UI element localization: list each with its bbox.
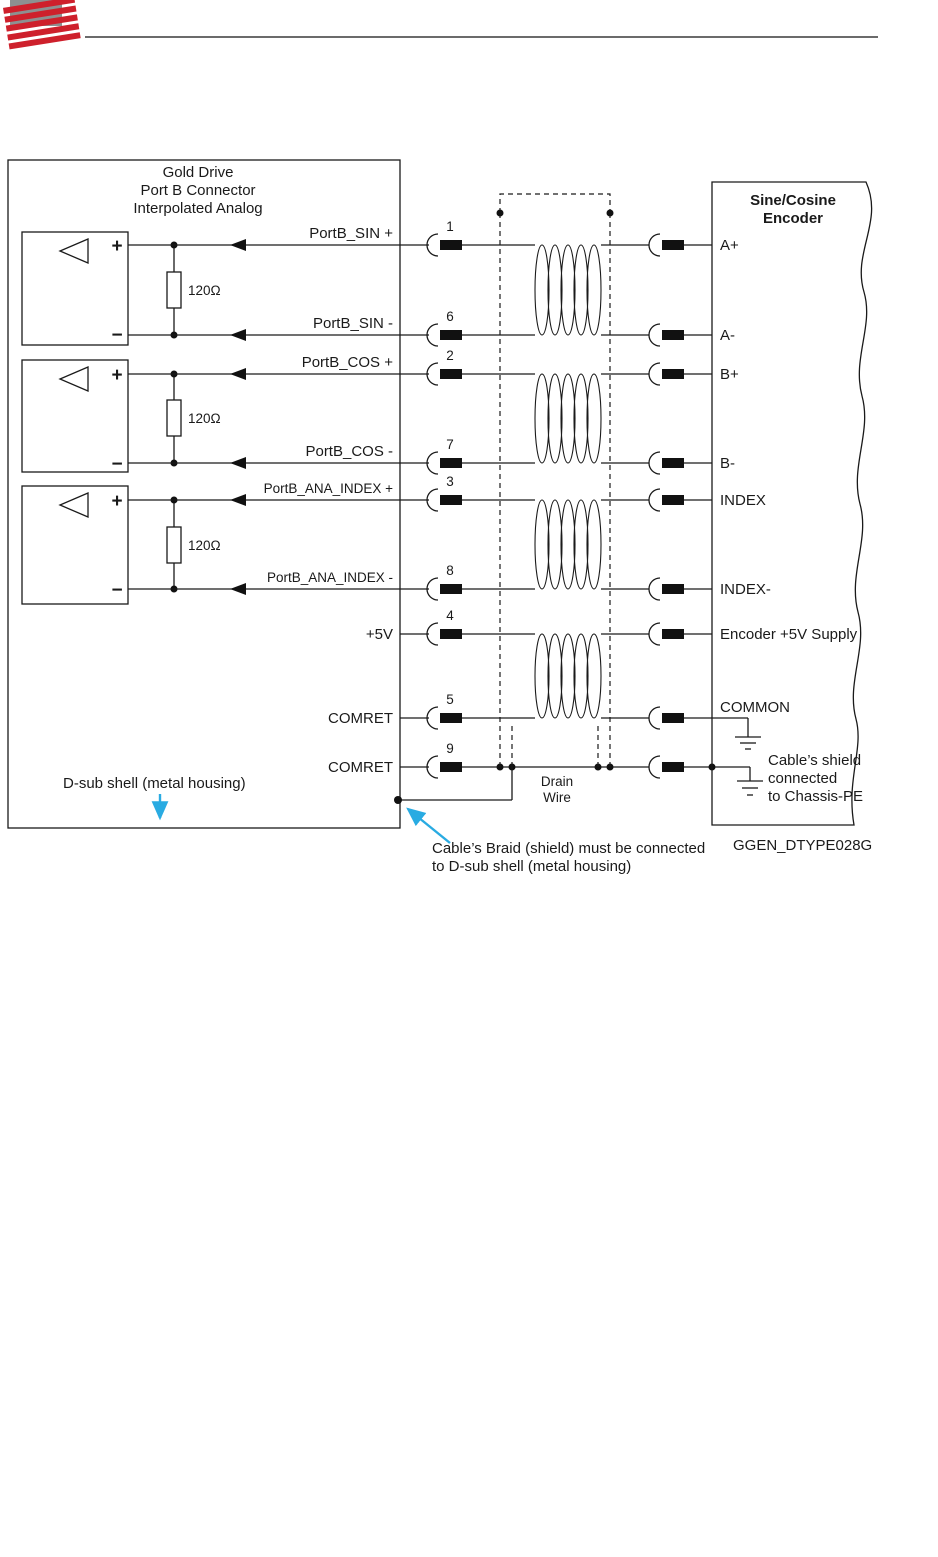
signal-label: COMRET — [328, 710, 393, 727]
termination-resistor — [167, 371, 221, 467]
drive-box-title: Interpolated Analog — [133, 200, 263, 217]
signal-label: +5V — [365, 626, 393, 643]
coil-loop — [574, 634, 588, 718]
termination-resistor — [167, 497, 221, 593]
dsub-pin-connector — [427, 623, 462, 645]
drain-wire-label: Wire — [543, 790, 571, 805]
plus-terminal: + — [111, 365, 123, 386]
encoder-signal-label: A- — [720, 327, 735, 344]
amplifier-symbol — [22, 232, 128, 346]
pin-number: 4 — [446, 608, 454, 623]
coil-loop — [587, 245, 601, 335]
dsub-pin-connector — [427, 756, 462, 778]
direction-arrow-icon — [230, 329, 246, 341]
resistor-label: 120Ω — [188, 283, 221, 298]
braid-note: to D-sub shell (metal housing) — [432, 858, 632, 875]
encoder-signal-label: B+ — [720, 366, 739, 383]
coil-loop — [574, 245, 588, 335]
encoder-pin-connector — [649, 234, 684, 256]
pin-number: 1 — [446, 219, 454, 234]
direction-arrow-icon — [230, 239, 246, 251]
signal-line-pin3 — [128, 474, 766, 511]
minus-terminal: − — [111, 580, 123, 601]
dsub-pin-connector — [427, 578, 462, 600]
minus-terminal: − — [111, 454, 123, 475]
signal-label: COMRET — [328, 759, 393, 776]
signal-line-pin5 — [328, 692, 790, 749]
coil-loop — [548, 634, 562, 718]
shield-note: to Chassis-PE — [768, 788, 864, 805]
signal-label: PortB_SIN - — [312, 315, 393, 332]
twisted-pair — [535, 500, 601, 589]
shield-note: Cable’s shield — [768, 752, 862, 769]
resistor-label: 120Ω — [188, 411, 221, 426]
pin-number: 5 — [446, 692, 454, 707]
braid-pointer-arrow — [408, 809, 450, 843]
pin-number: 9 — [446, 741, 454, 756]
plus-terminal: + — [111, 236, 123, 257]
triangle-icon — [60, 239, 88, 263]
coil-loop — [548, 374, 562, 463]
encoder-signal-label: B- — [720, 455, 735, 472]
resistor-label: 120Ω — [188, 538, 221, 553]
signal-line-pin7 — [128, 437, 735, 474]
dsub-shell-label: D-sub shell (metal housing) — [63, 775, 246, 792]
triangle-icon — [60, 367, 88, 391]
dsub-pin-connector — [427, 707, 462, 729]
encoder-pin-connector — [649, 363, 684, 385]
cable-shield-outline — [497, 194, 614, 767]
encoder-signal-label: A+ — [720, 237, 739, 254]
termination-resistor — [167, 242, 221, 339]
twisted-pair — [535, 245, 601, 335]
drive-box-title: Gold Drive — [162, 164, 234, 181]
encoder-pin-connector — [649, 707, 684, 729]
dsub-pin-connector — [427, 489, 462, 511]
encoder-box-title: Sine/Cosine — [750, 192, 836, 209]
figure-id: GGEN_DTYPE028G — [733, 837, 873, 854]
pin-number: 2 — [446, 348, 454, 363]
coil-loop — [587, 634, 601, 718]
dsub-pin-connector — [427, 452, 462, 474]
pin-number: 6 — [446, 309, 454, 324]
twisted-pair — [535, 634, 601, 718]
coil-loop — [535, 634, 549, 718]
minus-terminal: − — [111, 325, 123, 346]
shield-note: connected — [768, 770, 838, 787]
coil-loop — [574, 374, 588, 463]
signal-line-pin8 — [128, 563, 771, 600]
pin-number: 3 — [446, 474, 454, 489]
direction-arrow-icon — [230, 368, 246, 380]
signal-label: PortB_ANA_INDEX - — [266, 570, 393, 585]
coil-loop — [535, 374, 549, 463]
encoder-pin-connector — [649, 578, 684, 600]
dsub-pin-connector — [427, 234, 462, 256]
encoder-signal-label: COMMON — [720, 699, 790, 716]
encoder-signal-label: INDEX — [720, 492, 766, 509]
dsub-pin-connector — [427, 324, 462, 346]
company-logo-icon — [3, 0, 81, 49]
coil-loop — [548, 500, 562, 589]
signal-line-pin1 — [128, 219, 739, 256]
braid-connection — [394, 767, 512, 804]
direction-arrow-icon — [230, 494, 246, 506]
coil-loop — [561, 500, 575, 589]
ground-icon — [735, 718, 761, 749]
drive-box-title: Port B Connector — [140, 182, 256, 199]
encoder-pin-connector — [649, 452, 684, 474]
signal-label: PortB_COS - — [305, 443, 393, 460]
amplifier-symbol — [22, 486, 128, 604]
coil-loop — [561, 245, 575, 335]
encoder-pin-connector — [649, 623, 684, 645]
dsub-pin-connector — [427, 363, 462, 385]
signal-line-pin4 — [366, 608, 858, 645]
coil-loop — [574, 500, 588, 589]
coil-loop — [535, 245, 549, 335]
encoder-box-title: Encoder — [762, 210, 824, 227]
encoder-pin-connector — [649, 324, 684, 346]
coil-loop — [561, 634, 575, 718]
braid-note: Cable’s Braid (shield) must be connected — [432, 840, 706, 857]
plus-terminal: + — [111, 491, 123, 512]
pin-number: 8 — [446, 563, 454, 578]
coil-loop — [587, 374, 601, 463]
encoder-pin-connector — [649, 489, 684, 511]
signal-label: PortB_COS + — [301, 354, 393, 371]
drain-wire-label: Drain — [540, 774, 574, 789]
encoder-signal-label: Encoder +5V Supply — [720, 626, 858, 643]
signal-line-pin6 — [128, 309, 735, 346]
direction-arrow-icon — [230, 457, 246, 469]
coil-loop — [535, 500, 549, 589]
direction-arrow-icon — [230, 583, 246, 595]
amplifier-symbol — [22, 360, 128, 475]
encoder-pin-connector — [649, 756, 684, 778]
signal-label: PortB_SIN + — [309, 225, 393, 242]
triangle-icon — [60, 493, 88, 517]
signal-label: PortB_ANA_INDEX + — [263, 481, 393, 496]
encoder-signal-label: INDEX- — [720, 581, 771, 598]
signal-line-pin2 — [128, 348, 739, 385]
chassis-ground-icon — [737, 767, 763, 795]
coil-loop — [587, 500, 601, 589]
coil-loop — [561, 374, 575, 463]
pin-number: 7 — [446, 437, 454, 452]
coil-loop — [548, 245, 562, 335]
twisted-pair — [535, 374, 601, 463]
